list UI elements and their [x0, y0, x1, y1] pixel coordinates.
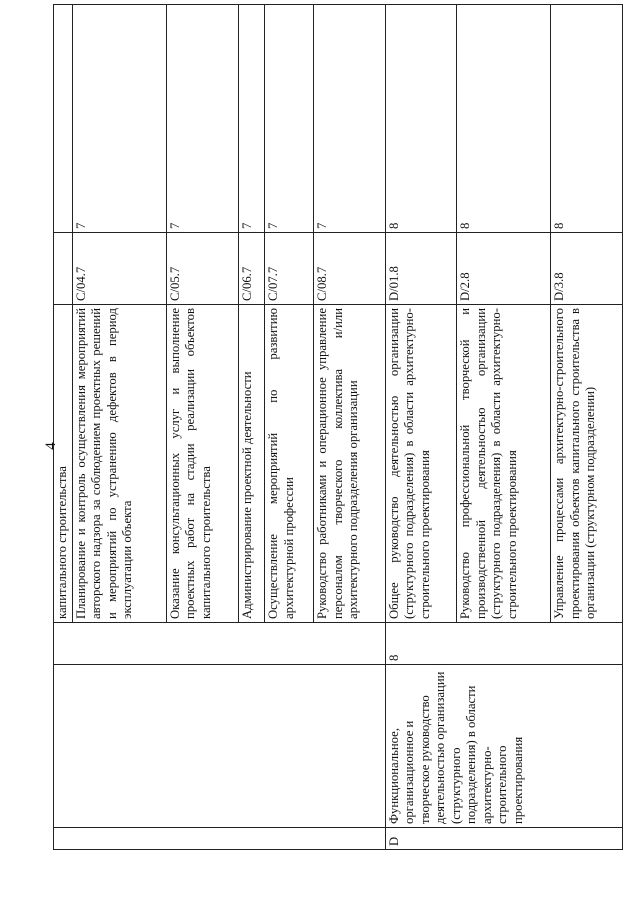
qualification-level: 8 [551, 5, 623, 233]
qualification-level: 7 [314, 5, 386, 233]
labor-function-code: C/06.7 [238, 233, 265, 305]
labor-function-code: C/05.7 [166, 233, 238, 305]
table-row-header-fragment [54, 5, 73, 850]
qualification-level: 7 [73, 5, 167, 233]
labor-function-name: Администрирование проектной деятельности [238, 305, 265, 623]
labor-functions-table [53, 4, 623, 850]
labor-function-name: Осуществление мероприятий по развитию архитектурной профессии [265, 305, 314, 623]
empty-gf-code-cell [54, 828, 386, 850]
qualification-level: 7 [265, 5, 314, 233]
header-fragment-cell: капитального строительства [54, 305, 73, 623]
qualification-level: 8 [457, 5, 551, 233]
gf-name-cell: Функциональное, организационное и творческое руководство деятельностью организации (структурного подразделения) в области архитектурно-строительного проектирования [385, 665, 622, 828]
gf-level-cell: 8 [385, 623, 622, 665]
labor-function-name: Руководство профессиональной творческой и производственной деятельностью организации (структурного подразделения) в области архитектурно-строительного проектирования [457, 305, 551, 623]
labor-function-name: Оказание консультационных услуг и выполнение проектных работ на стадии реализации объектов капитального строительства [166, 305, 238, 623]
qualification-level: 7 [166, 5, 238, 233]
labor-function-code: C/08.7 [314, 233, 386, 305]
labor-function-name: Управление процессами архитектурно-строительного проектирования объектов капитального строительства в организации (структурном подразделении) [551, 305, 623, 623]
qualification-level: 8 [385, 5, 457, 233]
labor-function-code: D/3.8 [551, 233, 623, 305]
table-row [385, 5, 457, 850]
labor-function-name: Общее руководство деятельностью организации (структурного подразделения) в области архитектурно-строительного проектирования [385, 305, 457, 623]
labor-function-code: C/07.7 [265, 233, 314, 305]
labor-function-code: C/04.7 [73, 233, 167, 305]
qualification-level: 7 [238, 5, 265, 233]
empty-gf-name-cell [54, 665, 386, 828]
empty-code-cell [54, 233, 73, 305]
gf-code-cell: D [385, 828, 622, 850]
empty-level-cell [54, 5, 73, 233]
page-number: 4 [43, 442, 59, 450]
labor-function-code: D/01.8 [385, 233, 457, 305]
labor-function-name: Планирование и контроль осуществления мероприятий авторского надзора за соблюдением проектных решений и мероприятий по устранению дефектов в период эксплуатации объекта [73, 305, 167, 623]
rotated-table-wrapper [53, 5, 623, 850]
empty-gf-level-cell [54, 623, 386, 665]
labor-function-code: D/2.8 [457, 233, 551, 305]
labor-function-name: Руководство работниками и операционное управление персоналом творческого коллектива и/или архитектурного подразделения организации [314, 305, 386, 623]
